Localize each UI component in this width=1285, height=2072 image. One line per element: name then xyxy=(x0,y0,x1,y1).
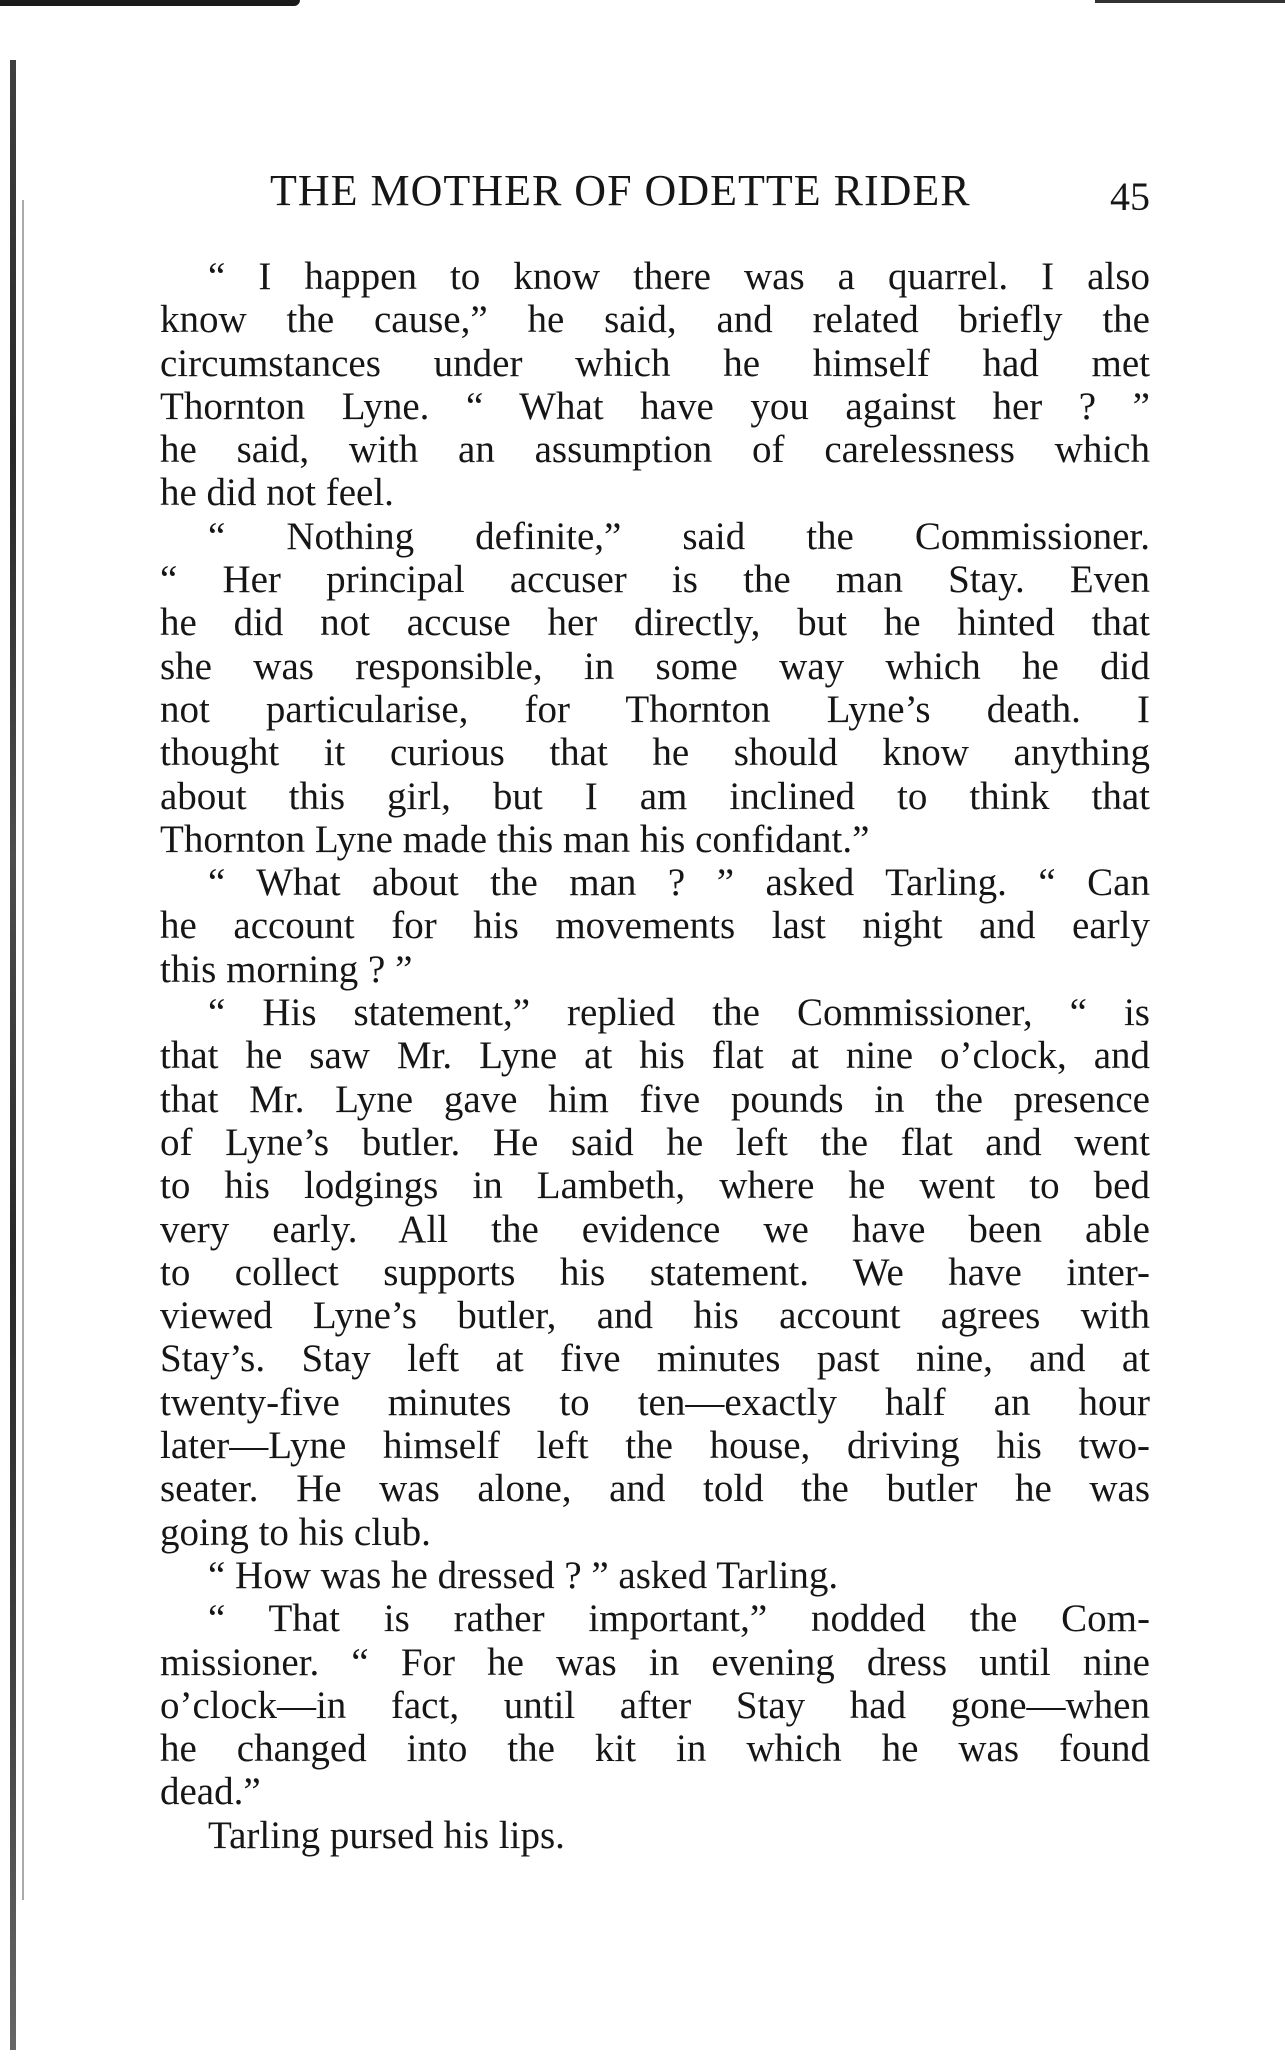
text-line: seater. He was alone, and told the butler he was xyxy=(160,1467,1150,1511)
text-line: o’clock—in fact, until after Stay had gone—when xyxy=(160,1683,1150,1727)
text-line: “ How was he dressed ? ” asked Tarling. xyxy=(208,1553,839,1597)
text-line: to his lodgings in Lambeth, where he went to bed xyxy=(160,1164,1150,1208)
text-line: missioner. “ For he was in evening dress until nine xyxy=(160,1640,1150,1684)
text-line: later—Lyne himself left the house, driving his two- xyxy=(160,1424,1150,1468)
scan-edge-top-right xyxy=(1095,0,1285,3)
text-line: “ That is rather important,” nodded the Com- xyxy=(208,1597,1150,1641)
scan-edge-top-left xyxy=(0,0,300,6)
text-line: he changed into the kit in which he was found xyxy=(160,1727,1150,1771)
text-line: Tarling pursed his lips. xyxy=(208,1813,565,1857)
text-line: to collect supports his statement. We have inter- xyxy=(160,1250,1150,1294)
text-line: Thornton Lyne made this man his confidant.” xyxy=(160,817,870,861)
text-line: she was responsible, in some way which he did xyxy=(160,644,1150,688)
text-line: Thornton Lyne. “ What have you against her ? ” xyxy=(160,384,1150,428)
text-line: dead.” xyxy=(160,1770,261,1814)
text-line: he said, with an assumption of carelessness which xyxy=(160,428,1150,472)
text-line: going to his club. xyxy=(160,1510,431,1554)
text-line: “ Nothing definite,” said the Commissioner. xyxy=(208,514,1150,558)
text-line: he did not feel. xyxy=(160,471,394,515)
text-line: not particularise, for Thornton Lyne’s death. I xyxy=(160,687,1150,731)
text-line: thought it curious that he should know anything xyxy=(160,731,1150,775)
text-line: that Mr. Lyne gave him five pounds in the presence xyxy=(160,1077,1150,1121)
page-number: 45 xyxy=(1110,174,1150,219)
book-binding-shadow xyxy=(22,200,24,1900)
text-line: very early. All the evidence we have been able xyxy=(160,1207,1150,1251)
text-line: viewed Lyne’s butler, and his account agrees with xyxy=(160,1294,1150,1338)
text-line: about this girl, but I am inclined to think that xyxy=(160,774,1150,818)
running-title: THE MOTHER OF ODETTE RIDER xyxy=(270,166,971,215)
text-line: Stay’s. Stay left at five minutes past nine, and at xyxy=(160,1337,1150,1381)
body-text xyxy=(160,255,1150,1857)
running-head xyxy=(160,165,1150,225)
text-line: “ Her principal accuser is the man Stay. Even xyxy=(160,558,1150,602)
text-line: he did not accuse her directly, but he hinted that xyxy=(160,601,1150,645)
text-line: twenty-five minutes to ten—exactly half an hour xyxy=(160,1380,1150,1424)
text-line: know the cause,” he said, and related briefly the xyxy=(160,298,1150,342)
text-line: that he saw Mr. Lyne at his flat at nine o’clock, and xyxy=(160,1034,1150,1078)
text-line: this morning ? ” xyxy=(160,947,413,991)
text-line: of Lyne’s butler. He said he left the flat and went xyxy=(160,1120,1150,1164)
text-line: “ I happen to know there was a quarrel. I also xyxy=(208,255,1150,298)
text-line: “ What about the man ? ” asked Tarling. “ Can xyxy=(208,861,1150,905)
text-line: “ His statement,” replied the Commissioner, “ is xyxy=(208,991,1150,1035)
text-line: he account for his movements last night and early xyxy=(160,904,1150,948)
book-binding-edge xyxy=(10,60,16,2050)
text-line: circumstances under which he himself had met xyxy=(160,341,1150,385)
